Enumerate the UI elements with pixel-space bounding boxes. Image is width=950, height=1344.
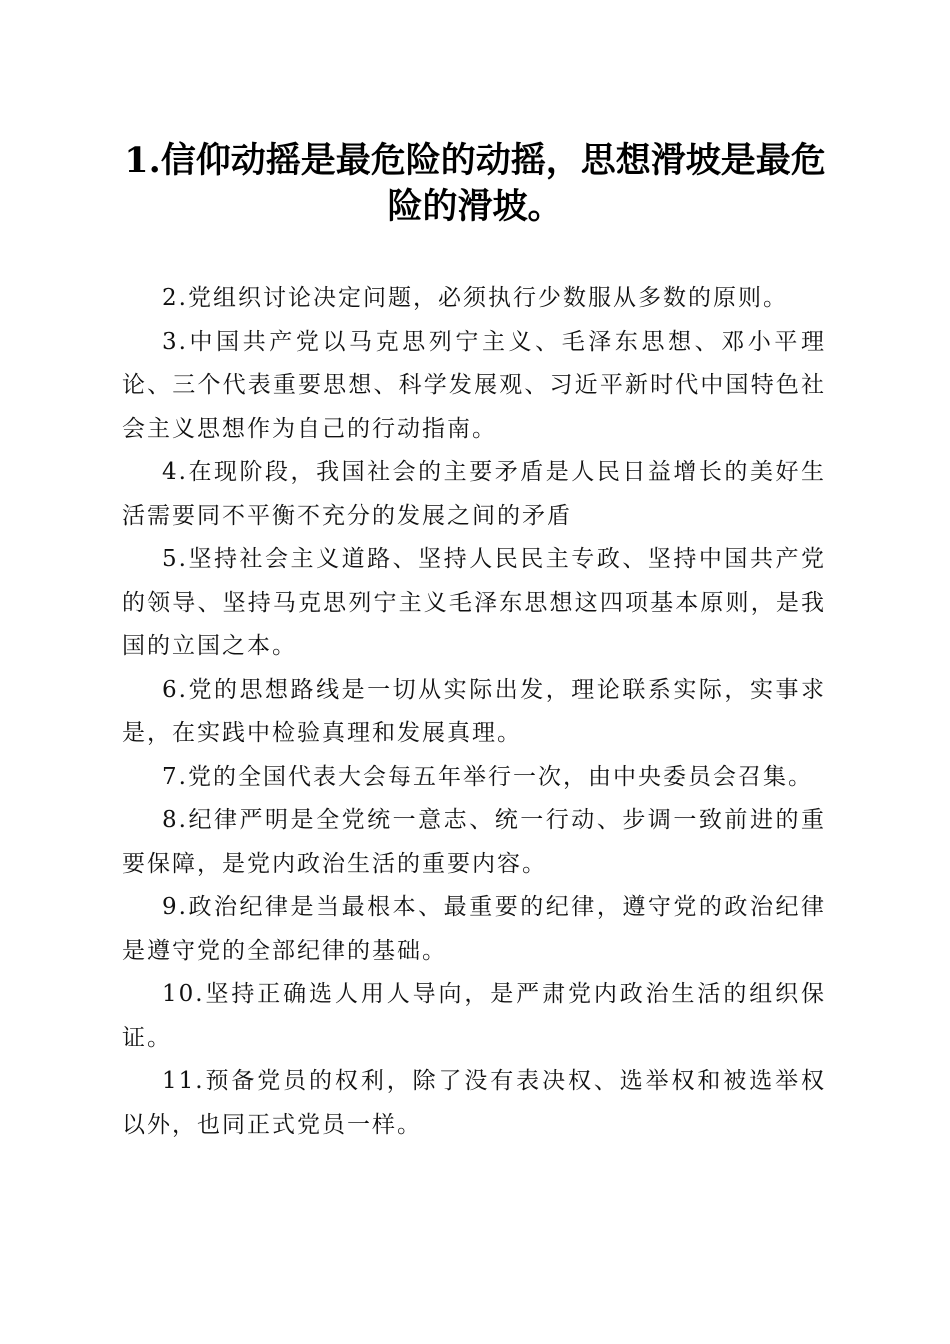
paragraph-2: 2.党组织讨论决定问题，必须执行少数服从多数的原则。: [162, 285, 788, 311]
paragraph-3: 3.中国共产党以马克思列宁主义、毛泽东思想、邓小平理论、三个代表重要思想、科学发展观、习近平新时代中国特色社会主义思想作为自己的行动指南。: [122, 328, 826, 442]
paragraph-9: 9.政治纪律是当最根本、最重要的纪律，遵守党的政治纪律是遵守党的全部纪律的基础。: [122, 894, 826, 964]
paragraph-7: 7.党的全国代表大会每五年举行一次，由中央委员会召集。: [162, 763, 813, 790]
paragraph-10: 10.坚持正确选人用人导向，是严肃党内政治生活的组织保证。: [122, 981, 826, 1051]
paragraph-5: 5.坚持社会主义道路、坚持人民民主专政、坚持中国共产党的领导、坚持马克思列宁主义毛泽东思想这四项基本原则，是我国的立国之本。: [122, 546, 826, 659]
paragraph-6: 6.党的思想路线是一切从实际出发，理论联系实际，实事求是，在实践中检验真理和发展真理。: [122, 676, 826, 746]
paragraph-11: 11.预备党员的权利，除了没有表决权、选举权和被选举权以外，也同正式党员一样。: [122, 1068, 826, 1138]
paragraph-8: 8.纪律严明是全党统一意志、统一行动、步调一致前进的重要保障，是党内政治生活的重要内容。: [122, 807, 826, 877]
paragraph-4: 4.在现阶段，我国社会的主要矛盾是人民日益增长的美好生活需要同不平衡不充分的发展之间的矛盾: [122, 459, 826, 529]
document-body: [122, 277, 826, 1147]
document-title: 1.信仰动摇是最危险的动摇，思想滑坡是最危险的滑坡。: [124, 140, 826, 227]
